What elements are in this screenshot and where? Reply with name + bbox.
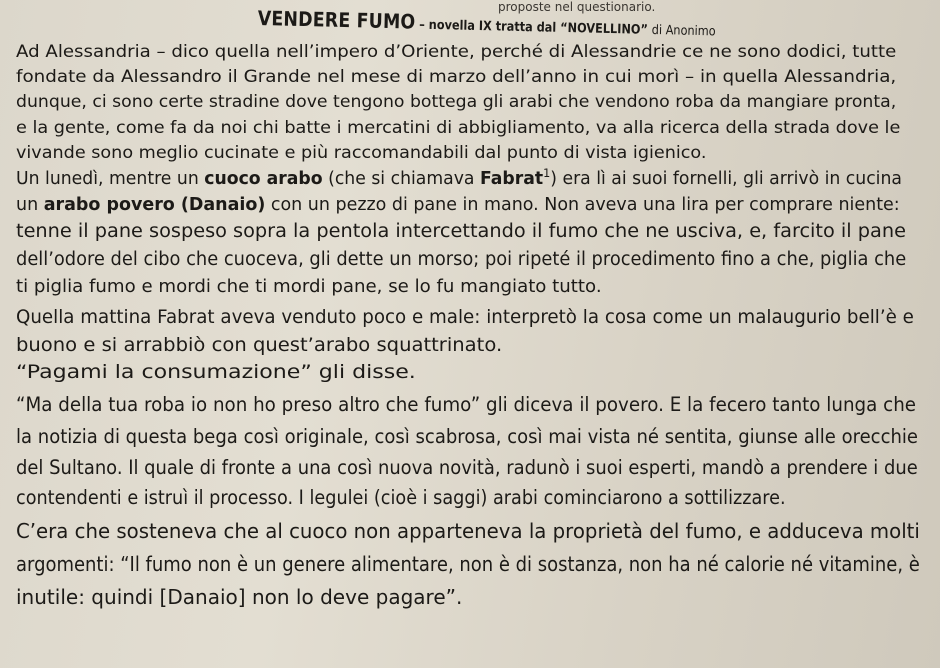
text-line: la notizia di questa bega così originale, così scabrosa, così mai vista né sentita, giunse alle orecchie — [16, 425, 919, 448]
text-line — [16, 194, 900, 215]
text-segment: (che si chiamava — [322, 168, 480, 189]
text-line: contendenti e istruì il processo. I legulei (cioè i saggi) arabi cominciarono a sottilizzare. — [16, 486, 786, 509]
header-fragment: proposte nel questionario. — [498, 0, 656, 14]
text-line — [16, 166, 902, 189]
text-line: inutile: quindi [Danaio] non lo deve pagare”. — [16, 585, 463, 609]
text-line: “Pagami la consumazione” gli disse. — [16, 362, 416, 383]
text-segment-bold: cuoco arabo — [204, 168, 323, 189]
text-line: dunque, ci sono certe stradine dove tengono bottega gli arabi che vendono roba da mangiare pronta, — [16, 92, 897, 112]
title-subtitle: – novella IX tratta dal “NOVELLINO” — [419, 17, 649, 38]
title-author: di Anonimo — [651, 22, 716, 40]
text-segment: ) era lì ai suoi fornelli, gli arrivò in cucina — [550, 168, 902, 189]
text-line: fondate da Alessandro il Grande nel mese di marzo dell’anno in cui morì – in quella Alessandria, — [16, 67, 897, 87]
text-line: ti piglia fumo e mordi che ti mordi pane, se lo fu mangiato tutto. — [16, 276, 602, 297]
main-title: VENDERE FUMO — [257, 6, 416, 34]
text-line: Quella mattina Fabrat aveva venduto poco e male: interpretò la cosa come un malaugurio bell’è e — [16, 307, 914, 328]
text-segment-bold: arabo povero (Danaio) — [43, 194, 266, 215]
text-line: argomenti: “Il fumo non è un genere alimentare, non è di sostanza, non ha né calorie né vitamine, è — [16, 552, 920, 576]
text-line: “Ma della tua roba io non ho preso altro che fumo” gli diceva il povero. E la fecero tanto lunga che — [16, 393, 917, 416]
text-line: vivande sono meglio cucinate e più raccomandabili dal punto di vista igienico. — [16, 143, 707, 163]
text-line: C’era che sosteneva che al cuoco non apparteneva la proprietà del fumo, e adduceva molti — [16, 519, 920, 543]
text-segment: con un pezzo di pane in mano. Non aveva una lira per comprare niente: — [265, 194, 900, 215]
text-line: dell’odore del cibo che cuoceva, gli dette un morso; poi ripeté il procedimento fino a che, piglia che — [16, 249, 907, 270]
text-segment-bold: Fabrat — [479, 168, 544, 189]
text-line: tenne il pane sospeso sopra la pentola intercettando il fumo che ne usciva, e, farcito il pane — [16, 221, 906, 242]
footnote-marker: 1 — [543, 166, 551, 180]
text-line: Ad Alessandria – dico quella nell’impero d’Oriente, perché di Alessandrie ce ne sono dodici, tutte — [16, 42, 897, 62]
text-segment: Un lunedì, mentre un — [16, 168, 205, 189]
text-line: buono e si arrabbiò con quest’arabo squattrinato. — [16, 335, 503, 356]
text-line: e la gente, come fa da noi chi batte i mercatini di abbigliamento, va alla ricerca della strada dove le — [16, 118, 901, 138]
text-segment: un — [16, 194, 44, 215]
text-line: del Sultano. Il quale di fronte a una così nuova novità, radunò i suoi esperti, mandò a prendere i due — [16, 456, 918, 479]
